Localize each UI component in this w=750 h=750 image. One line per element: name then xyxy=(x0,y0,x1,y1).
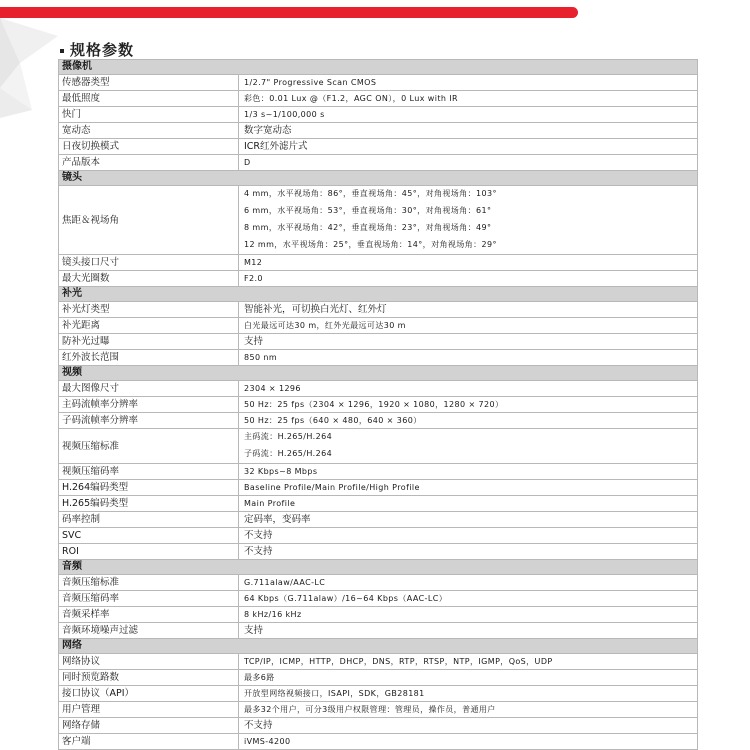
section-header xyxy=(59,560,698,575)
spec-row xyxy=(59,413,698,429)
spec-row xyxy=(59,480,698,496)
section-title: 补光 xyxy=(59,287,698,302)
spec-label: 最大光圈数 xyxy=(59,271,239,287)
spec-value: 智能补光，可切换白光灯、红外灯 xyxy=(239,302,698,318)
spec-row xyxy=(59,702,698,718)
spec-label: 同时预览路数 xyxy=(59,670,239,686)
top-accent-bar xyxy=(0,7,578,18)
spec-value: 开放型网络视频接口，ISAPI，SDK，GB28181 xyxy=(239,686,698,702)
spec-value: 64 Kbps（G.711alaw）/16~64 Kbps（AAC-LC） xyxy=(239,591,698,607)
section-header xyxy=(59,287,698,302)
spec-row xyxy=(59,429,698,464)
spec-label: 音频压缩码率 xyxy=(59,591,239,607)
spec-value: 不支持 xyxy=(239,544,698,560)
spec-row xyxy=(59,318,698,334)
spec-row xyxy=(59,512,698,528)
section-title: 音频 xyxy=(59,560,698,575)
spec-value-line: 8 mm，水平视场角：42°，垂直视场角：23°，对角视场角：49° xyxy=(244,223,492,232)
spec-label: 宽动态 xyxy=(59,123,239,139)
spec-label: H.264编码类型 xyxy=(59,480,239,496)
spec-value: 支持 xyxy=(239,334,698,350)
spec-label: 补光灯类型 xyxy=(59,302,239,318)
spec-label: 音频采样率 xyxy=(59,607,239,623)
spec-label: 焦距＆视场角 xyxy=(59,186,239,255)
spec-row xyxy=(59,123,698,139)
spec-row xyxy=(59,155,698,171)
spec-row xyxy=(59,381,698,397)
spec-label: 最大图像尺寸 xyxy=(59,381,239,397)
spec-value: M12 xyxy=(239,255,698,271)
spec-value: ICR红外滤片式 xyxy=(239,139,698,155)
spec-value: 850 nm xyxy=(239,350,698,366)
spec-label: 镜头接口尺寸 xyxy=(59,255,239,271)
corner-decoration xyxy=(0,18,60,118)
spec-row xyxy=(59,255,698,271)
spec-label: 日夜切换模式 xyxy=(59,139,239,155)
section-header xyxy=(59,366,698,381)
spec-label: 视频压缩标准 xyxy=(59,429,239,464)
spec-value: 最多6路 xyxy=(239,670,698,686)
spec-label: 网络存储 xyxy=(59,718,239,734)
spec-value-line: 12 mm，水平视场角：25°，垂直视场角：14°，对角视场角：29° xyxy=(244,240,497,249)
spec-value: 彩色：0.01 Lux @（F1.2，AGC ON），0 Lux with IR xyxy=(239,91,698,107)
spec-label: 网络协议 xyxy=(59,654,239,670)
spec-row xyxy=(59,734,698,750)
spec-row xyxy=(59,350,698,366)
spec-row xyxy=(59,686,698,702)
spec-row xyxy=(59,139,698,155)
spec-value xyxy=(239,186,698,255)
spec-label: 主码流帧率分辨率 xyxy=(59,397,239,413)
spec-value: Main Profile xyxy=(239,496,698,512)
page-title xyxy=(60,38,134,60)
spec-row xyxy=(59,718,698,734)
spec-row xyxy=(59,75,698,91)
spec-label: 快门 xyxy=(59,107,239,123)
spec-row xyxy=(59,528,698,544)
section-header xyxy=(59,60,698,75)
spec-label: 客户端 xyxy=(59,734,239,750)
spec-row xyxy=(59,302,698,318)
spec-value: 50 Hz：25 fps（640 × 480，640 × 360） xyxy=(239,413,698,429)
section-header xyxy=(59,639,698,654)
spec-label: SVC xyxy=(59,528,239,544)
spec-value: 2304 × 1296 xyxy=(239,381,698,397)
spec-label: 产品版本 xyxy=(59,155,239,171)
spec-label: 子码流帧率分辨率 xyxy=(59,413,239,429)
spec-label: 传感器类型 xyxy=(59,75,239,91)
spec-value: 32 Kbps~8 Mbps xyxy=(239,464,698,480)
spec-row xyxy=(59,575,698,591)
spec-label: 音频环境噪声过滤 xyxy=(59,623,239,639)
spec-row xyxy=(59,607,698,623)
spec-label: ROI xyxy=(59,544,239,560)
spec-value: F2.0 xyxy=(239,271,698,287)
spec-value: iVMS-4200 xyxy=(239,734,698,750)
spec-row xyxy=(59,107,698,123)
section-title: 摄像机 xyxy=(59,60,698,75)
spec-value: Baseline Profile/Main Profile/High Profile xyxy=(239,480,698,496)
spec-value: 8 kHz/16 kHz xyxy=(239,607,698,623)
section-title: 视频 xyxy=(59,366,698,381)
spec-label: 音频压缩标准 xyxy=(59,575,239,591)
spec-label: 用户管理 xyxy=(59,702,239,718)
spec-row xyxy=(59,186,698,255)
spec-label: 最低照度 xyxy=(59,91,239,107)
spec-row xyxy=(59,464,698,480)
spec-value: TCP/IP，ICMP，HTTP，DHCP，DNS，RTP，RTSP，NTP，IGMP，QoS，UDP xyxy=(239,654,698,670)
spec-table xyxy=(58,59,698,750)
spec-value: 支持 xyxy=(239,623,698,639)
spec-row xyxy=(59,334,698,350)
spec-row xyxy=(59,496,698,512)
spec-row xyxy=(59,591,698,607)
spec-value: 不支持 xyxy=(239,718,698,734)
spec-value-line: 主码流：H.265/H.264 xyxy=(244,432,333,441)
spec-value: G.711alaw/AAC-LC xyxy=(239,575,698,591)
section-header xyxy=(59,171,698,186)
title-bullet xyxy=(60,49,64,53)
spec-value-line: 6 mm，水平视场角：53°，垂直视场角：30°，对角视场角：61° xyxy=(244,206,492,215)
spec-value: D xyxy=(239,155,698,171)
spec-label: 补光距离 xyxy=(59,318,239,334)
spec-value: 不支持 xyxy=(239,528,698,544)
spec-label: 红外波长范围 xyxy=(59,350,239,366)
spec-value-line: 子码流：H.265/H.264 xyxy=(244,449,333,458)
spec-label: 视频压缩码率 xyxy=(59,464,239,480)
spec-label: 防补光过曝 xyxy=(59,334,239,350)
section-title: 镜头 xyxy=(59,171,698,186)
spec-row xyxy=(59,654,698,670)
spec-value: 1/2.7" Progressive Scan CMOS xyxy=(239,75,698,91)
spec-label: H.265编码类型 xyxy=(59,496,239,512)
section-title: 网络 xyxy=(59,639,698,654)
spec-value-line: 4 mm，水平视场角：86°，垂直视场角：45°，对角视场角：103° xyxy=(244,189,497,198)
spec-row xyxy=(59,91,698,107)
spec-row xyxy=(59,544,698,560)
spec-value: 定码率，变码率 xyxy=(239,512,698,528)
spec-label: 码率控制 xyxy=(59,512,239,528)
spec-value xyxy=(239,429,698,464)
spec-row xyxy=(59,397,698,413)
spec-value: 数字宽动态 xyxy=(239,123,698,139)
spec-value: 50 Hz：25 fps（2304 × 1296，1920 × 1080，1280 × 720） xyxy=(239,397,698,413)
spec-row xyxy=(59,271,698,287)
spec-value: 最多32个用户，可分3级用户权限管理：管理员，操作员，普通用户 xyxy=(239,702,698,718)
spec-row xyxy=(59,623,698,639)
spec-row xyxy=(59,670,698,686)
spec-label: 接口协议（API） xyxy=(59,686,239,702)
spec-value: 1/3 s~1/100,000 s xyxy=(239,107,698,123)
spec-value: 白光最远可达30 m，红外光最远可达30 m xyxy=(239,318,698,334)
page-title-text: 规格参数 xyxy=(70,40,135,59)
